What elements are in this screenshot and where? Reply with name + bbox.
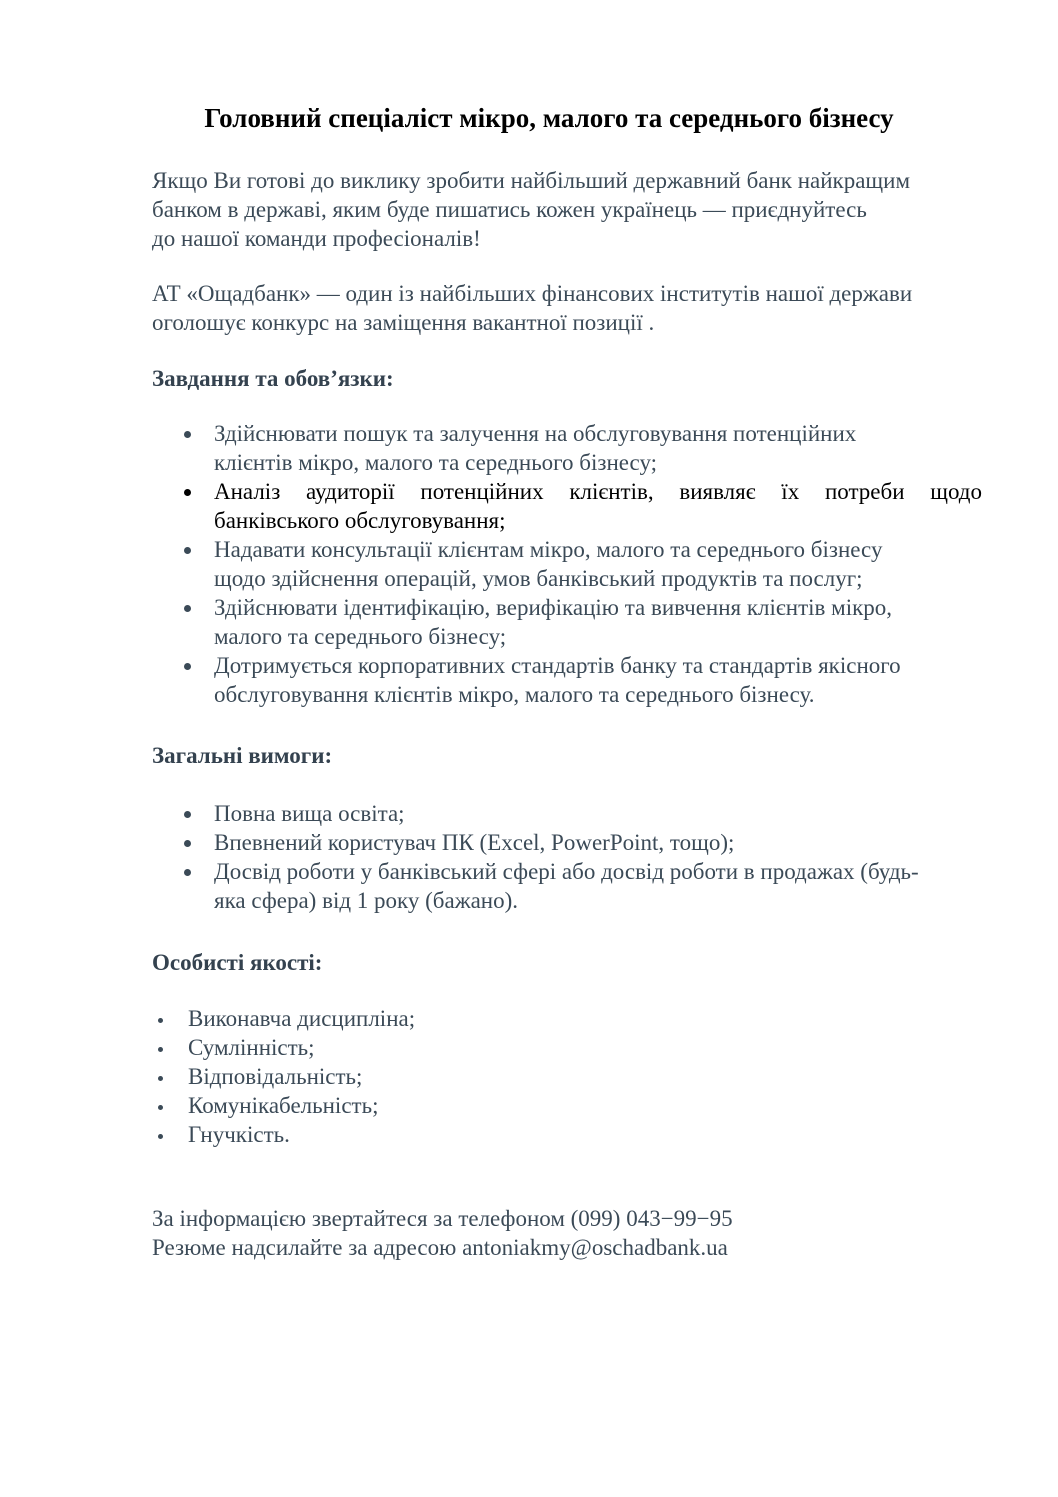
contact-email: Резюме надсилайте за адресою antoniakmy@oschadbank.ua [152, 1235, 728, 1260]
list-item [0, 1033, 1058, 1062]
list-item-label: Сумлінність; [188, 1035, 315, 1060]
list-item [0, 1062, 1058, 1091]
bullet-icon [184, 663, 191, 670]
list-item [0, 828, 1058, 857]
list-item-label: Комунікабельність; [188, 1093, 379, 1118]
intro-line: до нашої команди професіоналів! [152, 226, 481, 251]
bullet-icon [184, 869, 191, 876]
announcement-line: АТ «Ощадбанк» — один із найбільших фінансових інститутів нашої держави [152, 281, 913, 306]
bullet-icon [158, 1105, 163, 1110]
bullet-icon [184, 489, 191, 496]
bullet-icon [184, 605, 191, 612]
bullet-icon [184, 547, 191, 554]
list-item-line: банківського обслуговування; [214, 508, 506, 533]
list-item-line: Надавати консультації клієнтам мікро, малого та середнього бізнесу [214, 537, 883, 562]
requirements-list [0, 799, 1058, 915]
list-item-line: клієнтів мікро, малого та середнього бізнесу; [214, 450, 658, 475]
bullet-icon [158, 1018, 163, 1023]
list-item-line: Впевнений користувач ПК (Excel, PowerPoint, тощо); [214, 830, 735, 855]
list-item-label: Гнучкість. [188, 1122, 290, 1147]
intro-line: банком в державі, яким буде пишатись кожен українець — приєднуйтесь [152, 197, 867, 222]
list-item [0, 651, 1058, 709]
list-item-line: обслуговування клієнтів мікро, малого та середнього бізнесу. [214, 682, 815, 707]
announcement-line: оголошує конкурс на заміщення вакантної позиції . [152, 310, 655, 335]
bullet-icon [184, 840, 191, 847]
list-item [0, 1091, 1058, 1120]
list-item-line: Повна вища освіта; [214, 801, 405, 826]
intro-line: Якщо Ви готові до виклику зробити найбільший державний банк найкращим [152, 168, 911, 193]
list-item [0, 799, 1058, 828]
list-item-line: щодо здійснення операцій, умов банківський продуктів та послуг; [214, 566, 863, 591]
list-item-line: Аналіз аудиторії потенційних клієнтів, виявляє їх потреби щодо [214, 479, 982, 504]
page-title: Головний спеціаліст мікро, малого та середнього бізнесу [204, 103, 894, 133]
list-item [0, 477, 1058, 535]
list-item [0, 535, 1058, 593]
list-item [0, 1120, 1058, 1149]
list-item-line: Дотримується корпоративних стандартів банку та стандартів якісного [214, 653, 901, 678]
list-item-label: Відповідальність; [188, 1064, 363, 1089]
list-item-line: малого та середнього бізнесу; [214, 624, 507, 649]
list-item-label: Виконавча дисципліна; [188, 1006, 416, 1031]
list-item [0, 593, 1058, 651]
list-item [0, 857, 1058, 915]
bullet-icon [184, 811, 191, 818]
bullet-icon [158, 1047, 163, 1052]
tasks-heading: Завдання та обов’язки: [152, 366, 394, 391]
contact-phone: За інформацією звертайтеся за телефоном (099) 043−99−95 [152, 1206, 733, 1231]
list-item-line: яка сфера) від 1 року (бажано). [214, 888, 519, 913]
list-item-line: Досвід роботи у банківський сфері або досвід роботи в продажах (будь- [214, 859, 919, 884]
qualities-heading: Особисті якості: [152, 950, 323, 975]
announcement-paragraph [152, 279, 992, 337]
qualities-list [0, 1004, 1058, 1149]
contact-block [152, 1204, 733, 1262]
requirements-heading: Загальні вимоги: [152, 743, 333, 768]
list-item [0, 1004, 1058, 1033]
bullet-icon [158, 1076, 163, 1081]
list-item-line: Здійснювати пошук та залучення на обслуговування потенційних [214, 421, 857, 446]
bullet-icon [184, 431, 191, 438]
list-item-line: Здійснювати ідентифікацію, верифікацію та вивчення клієнтів мікро, [214, 595, 893, 620]
intro-paragraph [152, 166, 992, 253]
tasks-list [0, 419, 1058, 709]
list-item [0, 419, 1058, 477]
bullet-icon [158, 1134, 163, 1139]
